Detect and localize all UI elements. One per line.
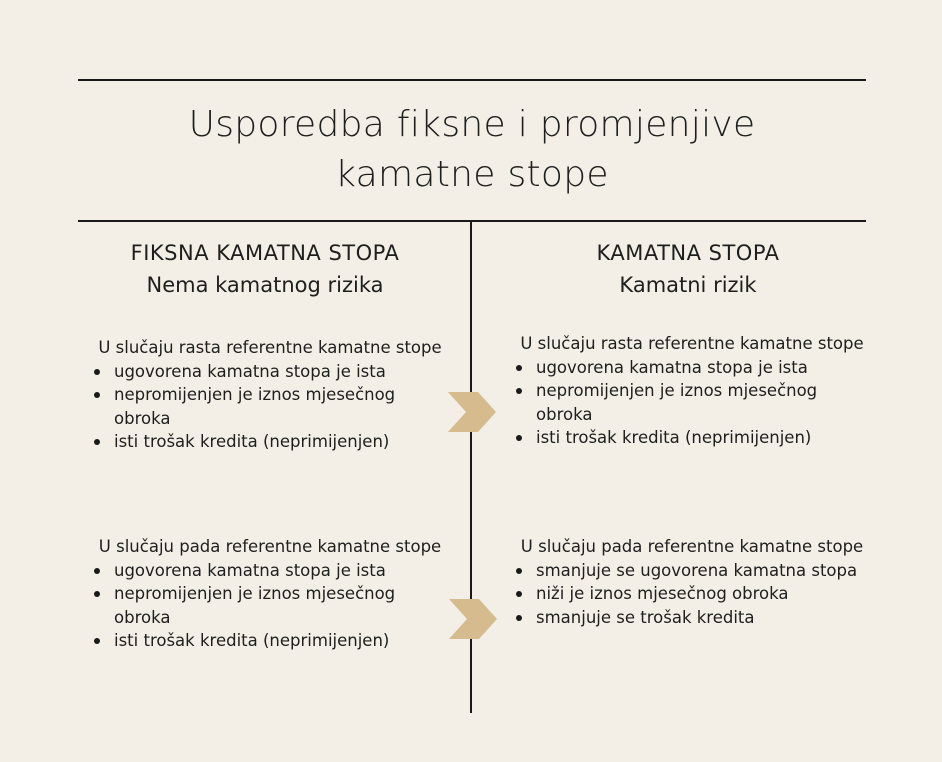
right-column-header xyxy=(498,237,878,301)
right-fall-block xyxy=(512,535,872,629)
left-rise-block xyxy=(90,336,450,454)
title-line-2: kamatne stope xyxy=(335,154,609,195)
list-item: nepromijenjen je iznos mjesečnog obroka xyxy=(90,582,450,629)
header-divider xyxy=(78,220,866,222)
chevron-right-icon xyxy=(449,599,497,639)
right-subheading: Kamatni rizik xyxy=(619,273,757,297)
list-item: isti trošak kredita (neprimijenjen) xyxy=(90,430,450,454)
block-caption: U slučaju rasta referentne kamatne stope xyxy=(98,338,442,357)
column-divider xyxy=(470,221,472,713)
page-title xyxy=(78,100,866,200)
right-rise-block xyxy=(512,332,872,450)
list-item: ugovorena kamatna stopa je ista xyxy=(90,360,450,384)
list-item: nepromijenjen je iznos mjesečnog obroka xyxy=(90,383,450,430)
list-item: smanjuje se ugovorena kamatna stopa xyxy=(512,559,872,583)
left-fall-block xyxy=(90,535,450,653)
list-item: nepromijenjen je iznos mjesečnog obroka xyxy=(512,379,872,426)
list-item: niži je iznos mjesečnog obroka xyxy=(512,582,872,606)
top-divider xyxy=(78,79,866,81)
list-item: isti trošak kredita (neprimijenjen) xyxy=(90,629,450,653)
left-subheading: Nema kamatnog rizika xyxy=(146,273,384,297)
list-item: smanjuje se trošak kredita xyxy=(512,606,872,630)
list-item: ugovorena kamatna stopa je ista xyxy=(512,356,872,380)
block-caption: U slučaju pada referentne kamatne stope xyxy=(520,537,864,556)
list-item: ugovorena kamatna stopa je ista xyxy=(90,559,450,583)
right-heading: KAMATNA STOPA xyxy=(596,241,780,265)
list-item: isti trošak kredita (neprimijenjen) xyxy=(512,426,872,450)
left-heading: FIKSNA KAMATNA STOPA xyxy=(130,241,400,265)
block-caption: U slučaju pada referentne kamatne stope xyxy=(98,537,442,556)
title-line-1: Usporedba fiksne i promjenjive xyxy=(188,104,756,145)
left-column-header xyxy=(75,237,455,301)
block-caption: U slučaju rasta referentne kamatne stope xyxy=(520,334,864,353)
chevron-right-icon xyxy=(448,392,496,432)
